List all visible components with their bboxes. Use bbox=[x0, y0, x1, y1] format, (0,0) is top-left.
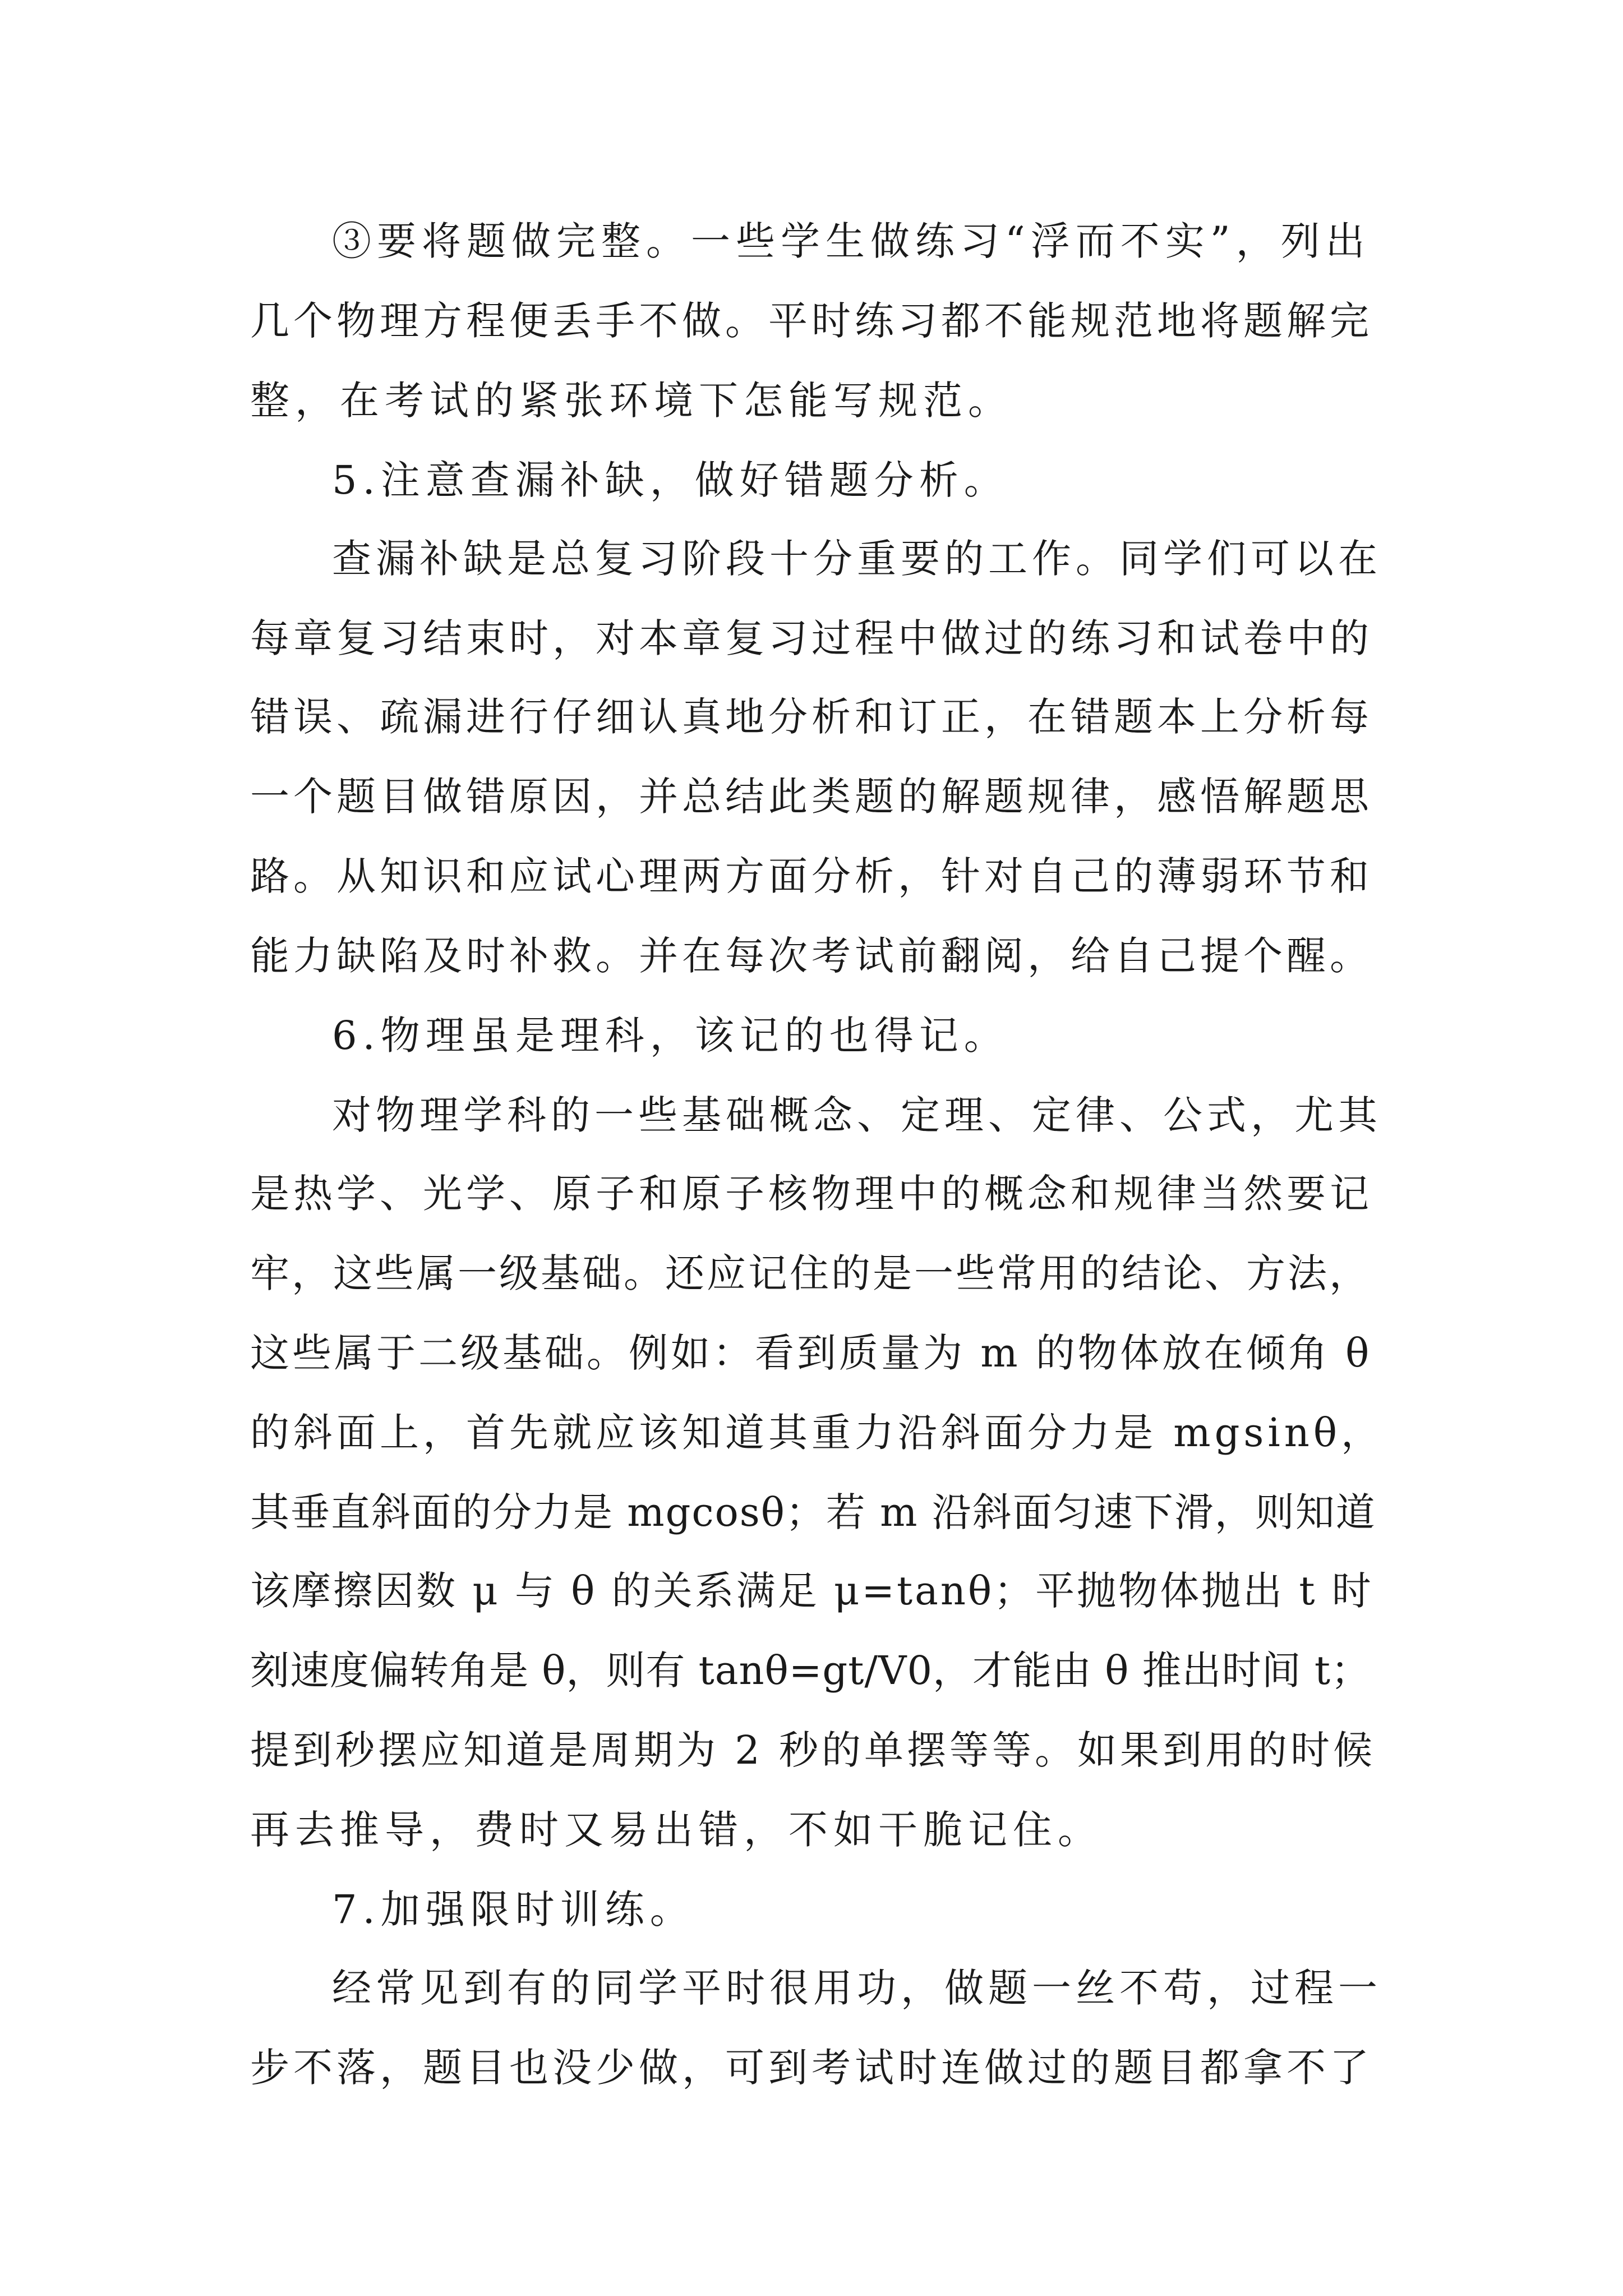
text-line: 牢，这些属一级基础。还应记住的是一些常用的结论、方法， bbox=[250, 1250, 1371, 1296]
text-line: 查漏补缺是总复习阶段十分重要的工作。同学们可以在 bbox=[332, 536, 1382, 582]
text-line: 对物理学科的一些基础概念、定理、定律、公式，尤其 bbox=[332, 1092, 1382, 1138]
text-line: 一个题目做错原因，并总结此类题的解题规律，感悟解题思 bbox=[250, 774, 1373, 820]
text-line: 是热学、光学、原子和原子核物理中的概念和规律当然要记 bbox=[250, 1171, 1373, 1217]
text-line: 刻速度偏转角是 θ，则有 tanθ=gt/V0，才能由 θ 推出时间 t； bbox=[250, 1648, 1371, 1694]
text-line: 能力缺陷及时补救。并在每次考试前翻阅，给自己提个醒。 bbox=[250, 933, 1373, 979]
section-heading: 5.注意查漏补缺，做好错题分析。 bbox=[332, 457, 1009, 503]
text-line: 几个物理方程便丢手不做。平时练习都不能规范地将题解完 bbox=[250, 298, 1373, 344]
text-line: 步不落，题目也没少做，可到考试时连做过的题目都拿不了 bbox=[250, 2045, 1373, 2091]
text-line: 整，在考试的紧张环境下怎能写规范。 bbox=[250, 378, 1013, 424]
text-line: 每章复习结束时，对本章复习过程中做过的练习和试卷中的 bbox=[250, 615, 1373, 661]
text-line: 错误、疏漏进行仔细认真地分析和订正，在错题本上分析每 bbox=[250, 694, 1373, 740]
text-line: 经常见到有的同学平时很用功，做题一丝不苟，过程一 bbox=[332, 1965, 1382, 2011]
text-line: 这些属于二级基础。例如：看到质量为 m 的物体放在倾角 θ bbox=[250, 1330, 1372, 1376]
text-line: 该摩擦因数 μ 与 θ 的关系满足 μ=tanθ；平抛物体抛出 t 时 bbox=[250, 1568, 1373, 1614]
text-line: 再去推导，费时又易出错，不如干脆记住。 bbox=[250, 1807, 1103, 1853]
text-line: 其垂直斜面的分力是 mgcosθ；若 m 沿斜面匀速下滑，则知道 bbox=[250, 1489, 1376, 1535]
section-heading: 7.加强限时训练。 bbox=[332, 1887, 695, 1932]
text-line: 的斜面上，首先就应该知道其重力沿斜面分力是 mgsinθ， bbox=[250, 1410, 1384, 1456]
text-line: 路。从知识和应试心理两方面分析，针对自己的薄弱环节和 bbox=[250, 853, 1373, 899]
text-line: ③要将题做完整。一些学生做练习“浮而不实”，列出 bbox=[332, 218, 1371, 264]
section-heading: 6.物理虽是理科，该记的也得记。 bbox=[332, 1013, 1009, 1059]
text-line: 提到秒摆应知道是周期为 2 秒的单摆等等。如果到用的时候 bbox=[250, 1727, 1376, 1773]
